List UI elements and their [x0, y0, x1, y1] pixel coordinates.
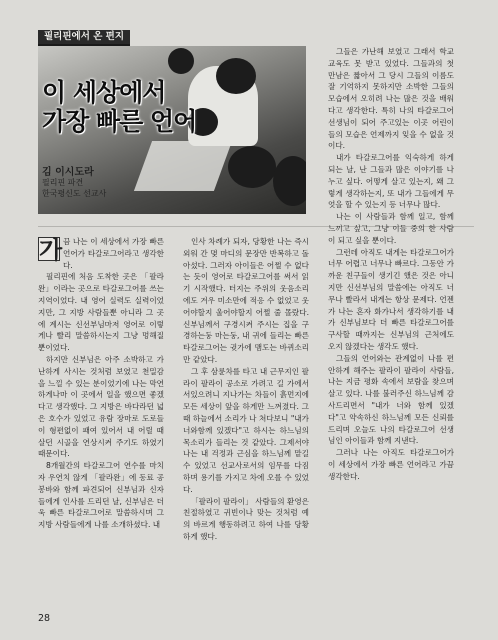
drop-cap: 가 [39, 236, 63, 264]
paragraph: 그들의 언어와는 관계없이 나를 편안하게 해주는 팔라이 팔라이 사람들, 나는 지금 평화 속에서 보람을 찾으며 살고 있다. 나를 불러주신 하느님께 감사드리면서 "내가 너와 함께 있겠다"고 약속하신 하느님께 모든 신뢰를 드리며 오늘도 나의 타갈로그어 선생님인 아이들과 함께 지낸다. [328, 353, 454, 446]
paragraph: 그 후 삼륜차를 타고 내 근무지인 팔라이 팔라이 공소로 가려고 길 가에서 서있으려니 지나가는 차들이 흙먼지에 모든 세상이 앞을 하게만 느껴졌다. 그 때 하늘에서 소리가 나 쳐다보니 "내가 너와함께 있겠다"고 하시는 하느님의 목소리가 들리는 것 같았다. 그제서야 나는 내 걱정과 근심을 하느님께 맡길 수 있었고 선교사로서의 임무를 다짐하며 용기를 가지고 차에 오를 수 있었다. [183, 366, 309, 494]
paragraph: 하지만 신부님은 아주 소박하고 가난하게 사시는 것처럼 보였고 천밀감을 느낄 수 있는 분이었기에 나는 막연하게나마 이 곳에서 일을 했으면 좋겠다고 생각했다. 그 지방은 바다라던 넓은 호수가 있었고 유람 장마로 도로들이 형편없이 패여 있어서 내 어릴 때 살던 시골을 연상시켜 주기도 하였기 때문이다. [38, 354, 164, 459]
paragraph: 나는 이 사람들과 함께 일고, 함께 느끼고 싶고, 그냥 이들 중의 한 사람이 되고 싶을 뿐이다. [328, 212, 454, 245]
paragraph: 필리핀에 처음 도착한 곳은 「팔라완」이라는 곳으로 타갈로그어를 쓰는 지역이었다. 내 영어 실력도 실력이었지만, 그 지방 사람들뿐 아니라 그 곳에 계시는 신선부님마저 영어로 이렇게나 빨리 말씀하시는지 그냥 멍해질 뿐이었다. [38, 272, 164, 353]
paragraph: 그런데 아직도 내게는 타갈로그어가 너무 어렵고 너무나 빠르다. 그동안 가까운 친구들이 생기긴 했은 것은 아니지만 신선부님의 말씀에는 아직도 너무나 빨라서 내게는 항상 문제다. 언젠가 나는 혼자 화가나서 생각하기를 내가 신부님보다 더 빠른 타갈로그어를 구사할 때까지는 신부님의 근처에도 오지 않겠다는 생각도 했다. [328, 247, 454, 351]
article-title: 이 세상에서 가장 빠른 언어 [42, 78, 197, 136]
article-column-1 [38, 236, 164, 531]
photo-figure [273, 156, 306, 206]
page-number: 28 [38, 613, 51, 624]
paragraph: 인사 차례가 되자, 당황한 나는 즉시 외워 간 몇 마디의 문장만 반복하고 돌아섰다. 그러자 아이들은 어쩔 수 없다는 듯이 영어로 타갈로그어를 써서 읽기 시작했다. 터지는 주위의 웃음소리에도 겨우 미소만에 적응 수 없었고 웃어야할지 울어야할지 어쩔 줄 몰랐다. 신부님께서 구경시켜 주시는 집을 구경하는둥 마는둥, 내 귀에 들리는 빠른 타갈로그어는 귓가에 맴도는 바퀴소리만 같았다. [183, 237, 309, 364]
photo-figure [228, 146, 276, 188]
paragraph: 8개월간의 타갈로그어 연수를 마치자 우연치 않게 「팔라완」에 동료 공봉바와 함께 파견되어 신부님과 신자들에게 인사를 드리던 날, 신부님은 더욱 빠른 타갈로그어로 말씀하시며 그 지방 사람들에게 나를 소개하셨다. 내 [38, 461, 164, 530]
author-name: 김 이시도라 [42, 167, 94, 178]
photo-figure [168, 48, 194, 74]
article-column-2 [183, 236, 309, 543]
author-role: 필리핀 파견 한국평신도 선교사 [42, 178, 107, 198]
article-column-3 [328, 46, 454, 482]
paragraph: 그들은 가난해 보였고 그래서 학교교육도 못 받고 있었다. 그들과의 첫 만남은 짧아서 그 당시 그들의 이름도 잘 기억하지 못하지만 소박한 그들의 모습에서 오히려 나는 많은 것을 배워다고 생각한다. 특히 나의 타갈로그어 선생님이 되어 주고있는 이곳 어린이들의 모습은 언제까지 잊을 수 없을 것이다. [328, 47, 454, 151]
photo-figure [216, 58, 256, 94]
paragraph: 가 끔 나는 이 세상에서 가장 빠른 언어가 타갈로그어라고 생각한다. [39, 236, 164, 270]
paragraph: 「팔라이 팔라이」 사람들의 환영은 친절하였고 귀빈이나 맞는 것처럼 예의 바르게 행동하려고 하여 나를 당황하게 했다. [183, 496, 309, 541]
paragraph: 내가 타갈로그어를 익숙하게 하게 되는 날, 난 그들과 많은 이야기를 나누고 싶다. 어떻게 살고 있는지, 왜 그렇게 생각하는지, 또 내가 그들에게 무엇을 할 수 있는지 등 너무나 많다. [328, 153, 454, 210]
section-label: 필리핀에서 온 편지 [38, 30, 130, 46]
paragraph: 그러나 나는 아직도 타갈로그어가 이 세상에서 가장 빠른 언어라고 가끔 생각한다. [328, 448, 454, 481]
